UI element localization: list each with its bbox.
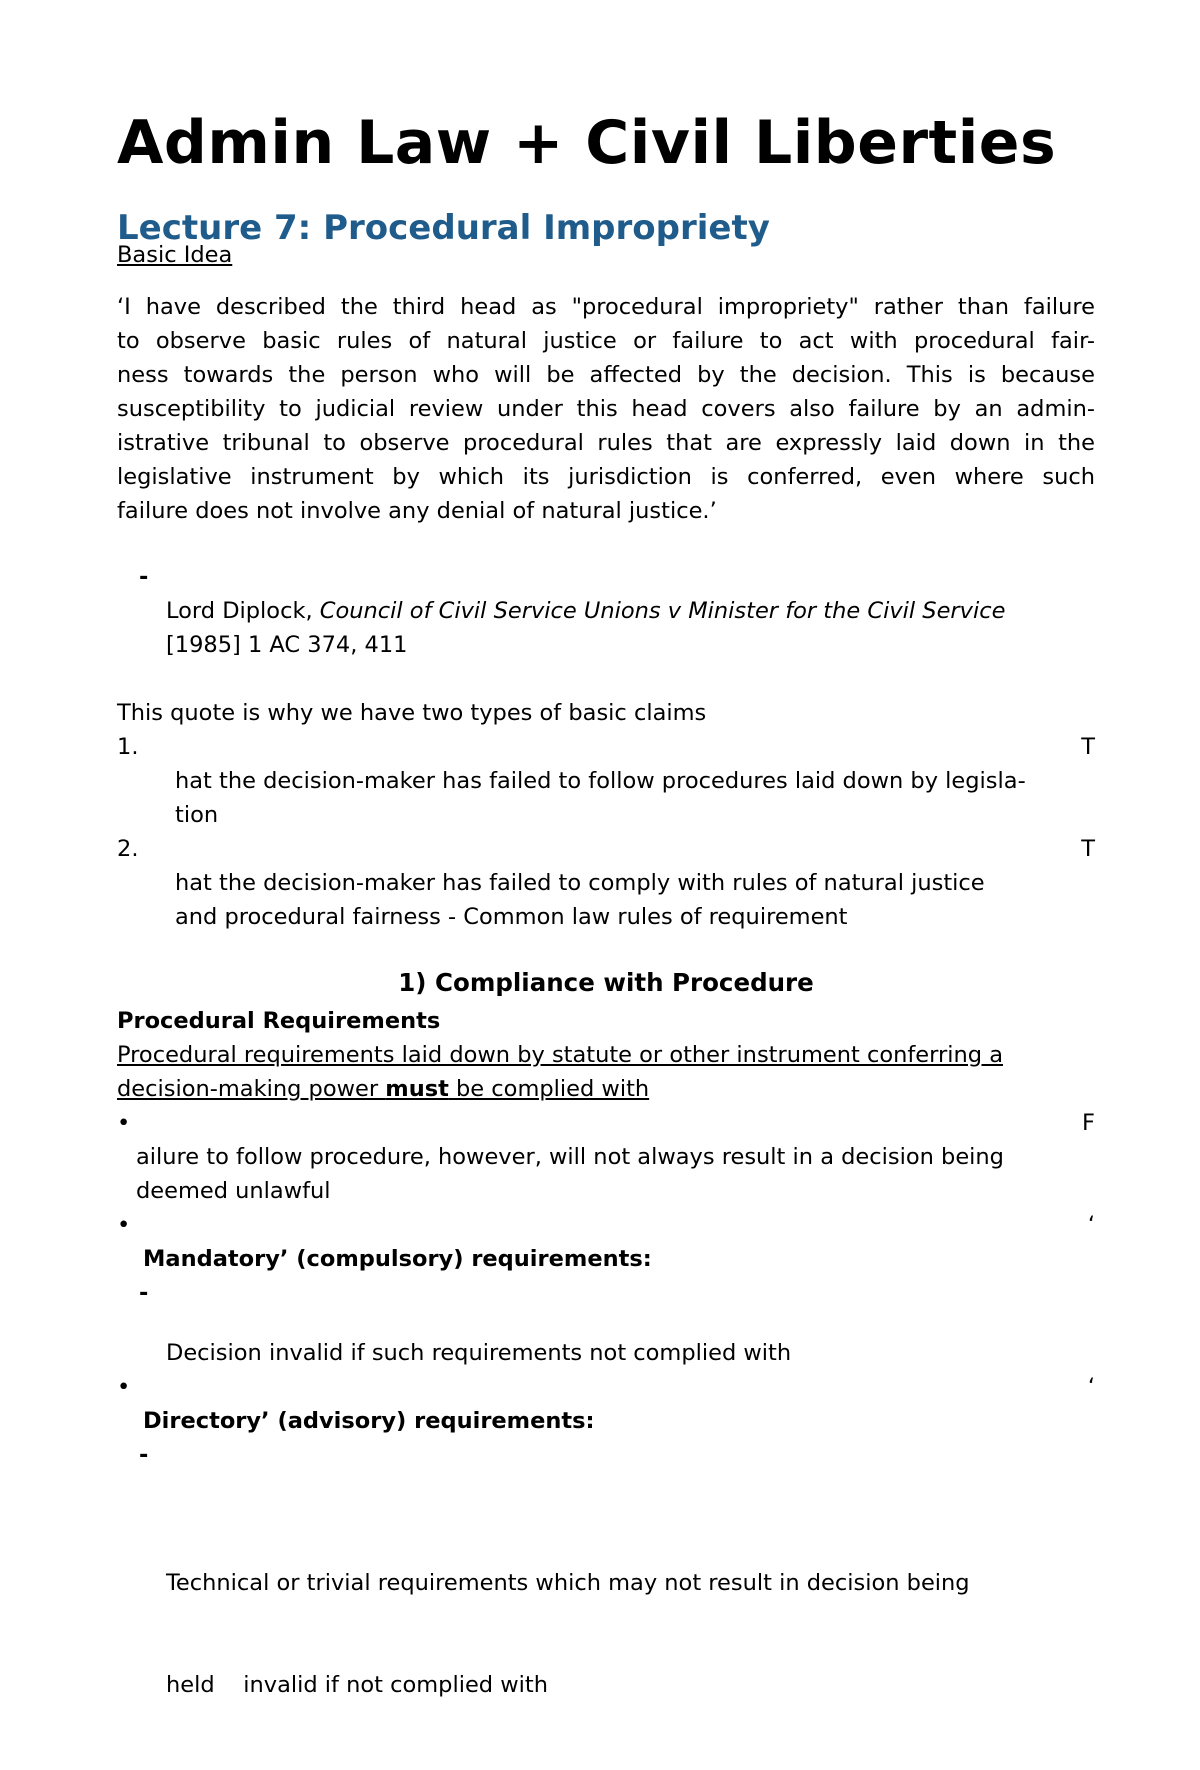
claim-line: and procedural fairness - Common law rules of requirement [175,904,848,930]
claim-text [175,866,985,934]
bullet-marker-row [117,1208,1095,1242]
detail-line: Technical or trivial requirements which may not result in decision being [166,1570,970,1596]
section-subheading: Procedural Requirements [117,1008,441,1034]
quote-line: to observe basic rules of natural justice or failure to act with procedural fair- [117,328,1095,354]
procedural-rule [117,1038,1003,1106]
bullet-marker-row [117,1370,1095,1404]
quote-line: failure does not involve any denial of natural justice.’ [117,498,717,524]
section-heading: 1) Compliance with Procedure [398,968,814,997]
bullet-text [136,1140,1004,1208]
bullet-marker-row [117,1106,1095,1140]
rule-text: decision-making power [117,1076,386,1102]
requirement-detail: Decision invalid if such requirements not complied with [166,1340,792,1366]
rule-text: be complied with [448,1076,650,1102]
claim-first-letter: T [1081,836,1095,862]
claim-marker-row [117,832,1095,866]
basic-idea-heading: Basic Idea [117,242,233,268]
rule-line [117,1072,1003,1106]
bullet-first-letter: ‘ [1087,1374,1095,1400]
claim-first-letter: T [1081,734,1095,760]
claim-text [175,764,1026,832]
bullet-first-letter: F [1082,1110,1095,1136]
quote-line: legislative instrument by which its jurisdiction is conferred, even where such [117,464,1095,490]
quote-line: ness towards the person who will be affected by the decision. This is because [117,362,1095,388]
claim-line: tion [175,802,219,828]
sub-dash: - [139,1442,149,1468]
requirement-heading: Directory’ (advisory) requirements: [143,1408,595,1434]
claim-number: 1. [117,734,139,760]
quote-line: susceptibility to judicial review under this head covers also failure by an admin- [117,396,1095,422]
bullet-line: deemed unlawful [136,1178,331,1204]
document-title: Admin Law + Civil Liberties [117,108,1057,178]
quote-paragraph [117,290,1095,528]
sub-dash: - [139,1280,149,1306]
requirement-detail [166,1498,970,1770]
claims-intro: This quote is why we have two types of basic claims [117,700,707,726]
bullet-icon: • [117,1212,131,1238]
bullet-first-letter: ‘ [1087,1212,1095,1238]
bullet-icon: • [117,1110,131,1136]
claim-marker-row [117,730,1095,764]
bullet-icon: • [117,1374,131,1400]
rule-emphasis: must [385,1076,449,1102]
citation-dash: - [139,564,149,590]
quote-line: istrative tribunal to observe procedural rules that are expressly laid down in the [117,430,1095,456]
citation-reference: [1985] 1 AC 374, 411 [166,632,408,658]
claim-line: hat the decision-maker has failed to follow procedures laid down by legisla- [175,768,1026,794]
quote-line: ‘I have described the third head as "procedural impropriety" rather than failure [117,294,1095,320]
claim-number: 2. [117,836,139,862]
citation [166,594,1005,628]
rule-line: Procedural requirements laid down by statute or other instrument conferring a [117,1042,1003,1068]
bullet-line: ailure to follow procedure, however, will not always result in a decision being [136,1144,1004,1170]
detail-line: held invalid if not complied with [166,1672,548,1698]
requirement-heading: Mandatory’ (compulsory) requirements: [143,1246,652,1272]
citation-author: Lord Diplock, [166,598,320,624]
lecture-title: Lecture 7: Procedural Impropriety [117,208,770,248]
claim-line: hat the decision-maker has failed to comply with rules of natural justice [175,870,985,896]
citation-case: Council of Civil Service Unions v Minister for the Civil Service [319,598,1006,624]
